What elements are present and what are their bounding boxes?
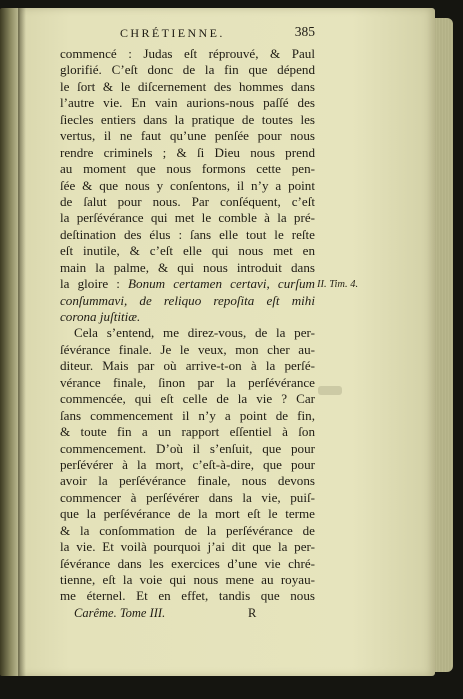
- page-header: [60, 24, 315, 46]
- spine-shadow: [18, 8, 26, 676]
- text-line: perſévérer à la mort, c’eſt-à-dire, que pour: [60, 456, 315, 472]
- signature-title: Carême. Tome III.: [74, 605, 166, 620]
- text-line: & la conſommation de la perſévérance de: [60, 522, 315, 538]
- text-line: commencée, qui eſt celle de la vie ? Car: [60, 391, 315, 407]
- text-line: ſiecles entiers dans la pratique de toutes les: [60, 111, 315, 127]
- text-line: & toute fin a un rapport eſſentiel à ſon: [60, 424, 315, 440]
- text-line: ſée & que nous y conſentons, il n’y a point: [60, 177, 315, 193]
- text-line: vérance finale, ſinon par la perſévérance: [60, 374, 315, 390]
- margin-note: II. Tim. 4.: [317, 279, 359, 290]
- text-line: tienne, eſt la voie qui nous mene au royau-: [60, 572, 315, 587]
- text-line: conſummavi, de reliquo repoſita eſt mihi: [60, 292, 315, 308]
- signature-mark: R: [248, 605, 257, 620]
- text-line: deſtination des élus : ſans elle tout le reſte: [60, 226, 315, 242]
- text-line: commencement. D’où il s’enſuit, que pour: [60, 440, 315, 456]
- facing-page-edge: [0, 8, 20, 676]
- text-line: glorifié. C’eſt donc de la fin que dépend: [60, 62, 315, 78]
- text-line: l’autre vie. En vain aurions-nous paſſé des: [60, 95, 315, 111]
- page-stack-edge: [435, 18, 453, 672]
- text-line: la gloire : Bonum certamen certavi, curſum: [60, 276, 315, 292]
- body-text: [60, 46, 315, 605]
- text-line: eſt inutile, & c’eſt elle qui nous met en: [60, 243, 315, 259]
- running-head: CHRÉTIENNE.: [120, 26, 225, 40]
- text-line: me éternel. Et en effet, tandis que nous: [60, 588, 315, 604]
- text-line: rendre criminels ; & ſi Dieu nous prend: [60, 144, 315, 160]
- text-line: le ſort & le diſcernement des hommes dans: [60, 78, 315, 94]
- text-line: commencé : Judas eſt réprouvé, & Paul: [60, 46, 315, 61]
- text-line: main la palme, & qui nous introduit dans: [60, 259, 315, 275]
- text-line: ſévérance finale. Je le veux, mon cher au-: [60, 341, 315, 357]
- text-line: Cela s’entend, me direz-vous, de la per-: [74, 325, 315, 341]
- text-line: ſévérance dans les exercices d’une vie chré-: [60, 555, 315, 571]
- text-line: au moment que nous formons cette pen-: [60, 161, 315, 177]
- ink-bleed-smudge: [318, 386, 342, 395]
- text-line: corona juſtitiæ.: [60, 309, 141, 324]
- signature-line: [60, 606, 315, 624]
- text-line: la vie. Et voilà pourquoi j’ai dit que la per-: [60, 539, 315, 555]
- text-block: [60, 24, 315, 624]
- text-line: que la perſévérance de la mort eſt le terme: [60, 506, 315, 522]
- text-line: avoir la perſévérance finale, nous devons: [60, 473, 315, 489]
- text-line: ſans commencement il n’y a point de fin,: [60, 407, 315, 423]
- text-line: vertus, il ne faut qu’une penſée pour nous: [60, 128, 315, 144]
- page-number: 385: [294, 24, 315, 39]
- text-line: de ſalut pour nous. Par conſéquent, c’eſt: [60, 193, 315, 209]
- text-line: commencer à perſévérer dans la vie, puiſ-: [60, 489, 315, 505]
- text-line: diteur. Mais par où arrive-t-on à la perſé-: [60, 358, 315, 374]
- text-line: la perſévérance qui met le comble à la pré-: [60, 210, 315, 226]
